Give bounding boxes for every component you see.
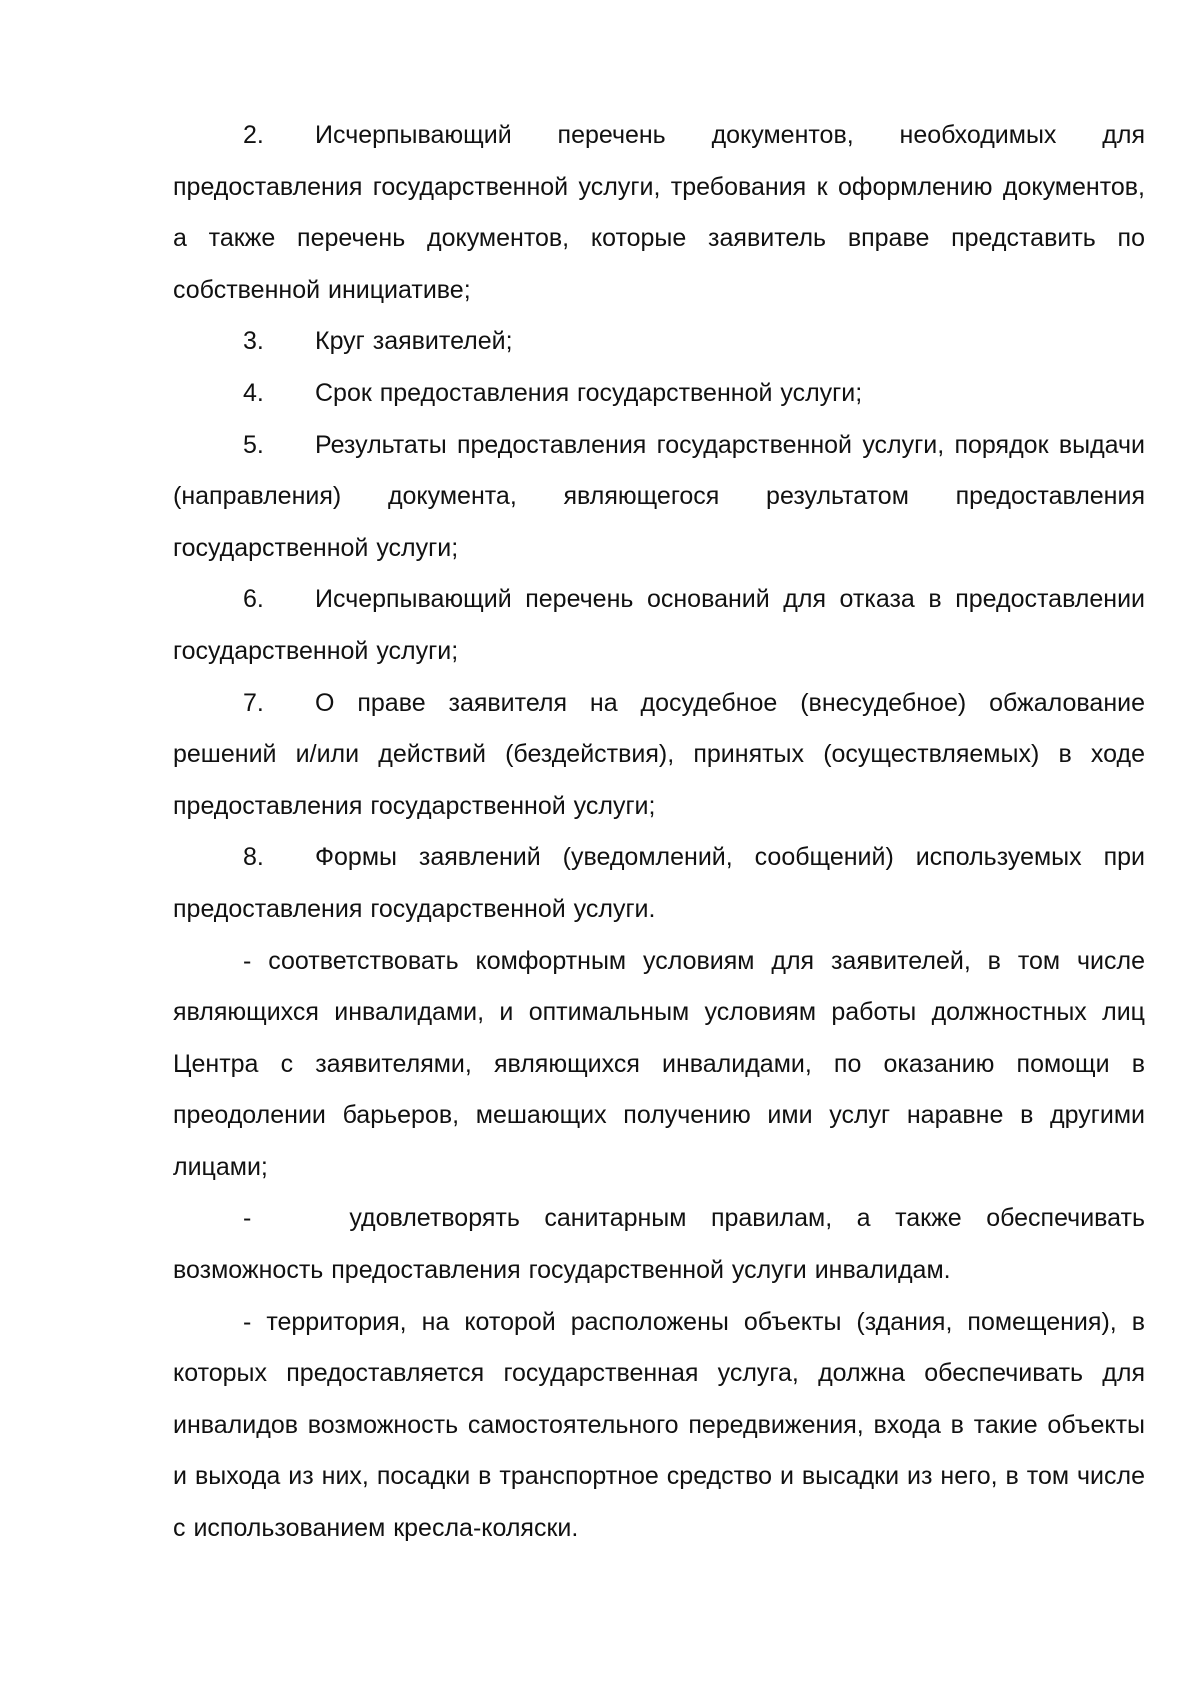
list-item bbox=[173, 420, 1145, 575]
list-item-text: Исчерпывающий перечень документов, необходимых для предоставления государственной услуги, требования к оформлению документов, а также перечень документов, которые заявитель вправе представить по собственной инициативе; bbox=[173, 121, 1145, 304]
list-item-number: 2. bbox=[243, 121, 264, 149]
paragraph-territory-access: - территория, на которой расположены объекты (здания, помещения), в которых предоставляется государственная услуга, должна обеспечивать для инвалидов возможность самостоятельного передвижения, входа в такие объекты и выхода из них, посадки в транспортное средство и высадки из него, в том числе с использованием кресла-коляски. bbox=[173, 1307, 1145, 1543]
list-item-number: 7. bbox=[243, 688, 264, 717]
paragraph-comfort-conditions: - соответствовать комфортным условиям для заявителей, в том числе являющихся инвалидами, и оптимальным условиям работы должностных лиц Центра с заявителями, являющихся инвалидами, по оказанию помощи в преодолении барьеров, мешающих получению ими услуг наравне в другими лицами; bbox=[173, 946, 1145, 1181]
paragraph-sanitary-rules: - удовлетворять санитарным правилам, а также обеспечивать возможность предоставления государственной услуги инвалидам. bbox=[173, 1204, 1145, 1285]
list-item bbox=[173, 368, 1145, 420]
document-body bbox=[173, 110, 1145, 1555]
list-item bbox=[173, 574, 1145, 677]
list-item-number: 6. bbox=[243, 585, 264, 614]
list-item-text: О праве заявителя на досудебное (внесудебное) обжалование решений и/или действий (бездействия), принятых (осуществляемых) в ходе предоставления государственной услуги; bbox=[173, 688, 1145, 820]
list-item-text: Исчерпывающий перечень оснований для отказа в предоставлении государственной услуги; bbox=[173, 585, 1145, 665]
list-item-number: 5. bbox=[243, 430, 264, 459]
list-item-text: Формы заявлений (уведомлений, сообщений) используемых при предоставления государственной услуги. bbox=[173, 843, 1145, 923]
list-item bbox=[173, 678, 1145, 833]
list-item-text: Срок предоставления государственной услуги; bbox=[315, 378, 863, 407]
list-item-number: 4. bbox=[243, 378, 264, 407]
list-item bbox=[173, 316, 1145, 368]
list-item-text: Результаты предоставления государственной услуги, порядок выдачи (направления) документа, являющегося результатом предоставления государственной услуги; bbox=[173, 430, 1145, 562]
list-item bbox=[173, 832, 1145, 935]
list-item-number: 8. bbox=[243, 843, 264, 872]
list-item bbox=[173, 110, 1145, 316]
list-item-text: Круг заявителей; bbox=[315, 327, 513, 356]
list-item-number: 3. bbox=[243, 327, 264, 356]
